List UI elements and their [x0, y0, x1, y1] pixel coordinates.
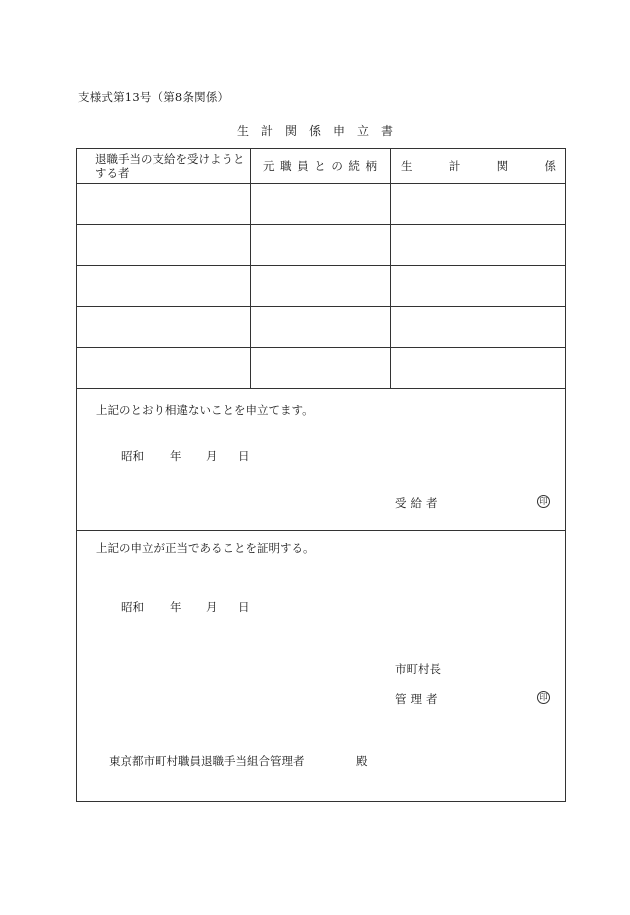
header-char: 員 — [297, 159, 309, 173]
header-char: 元 — [263, 159, 275, 173]
date-day: 日 — [238, 449, 250, 463]
header-char: の — [331, 159, 343, 173]
certification-statement: 上記の申立が正当であることを証明する。 — [96, 541, 315, 555]
recipient-label: 受給者 — [395, 496, 442, 510]
declaration-statement: 上記のとおり相違ないことを申立てます。 — [96, 403, 314, 417]
header-livelihood — [401, 159, 556, 173]
row-divider — [77, 224, 565, 225]
header-char: 続 — [348, 159, 360, 173]
header-relationship — [263, 159, 377, 173]
section-divider — [77, 530, 565, 531]
column-divider — [250, 149, 251, 389]
mayor-label: 市町村長 — [395, 662, 441, 676]
header-char: 柄 — [365, 159, 377, 173]
row-divider — [77, 347, 565, 348]
form-frame — [76, 148, 566, 802]
header-char: 職 — [280, 159, 292, 173]
form-title: 生計関係申立書 — [236, 124, 405, 138]
table-bottom-divider — [77, 388, 565, 389]
date-year: 年 — [170, 600, 182, 614]
certification-date — [121, 599, 261, 613]
declaration-date — [121, 448, 261, 462]
header-char: 計 — [448, 159, 461, 173]
column-divider — [390, 149, 391, 389]
seal-icon: 印 — [537, 495, 550, 508]
header-char: 関 — [496, 159, 509, 173]
header-char: と — [314, 159, 326, 173]
seal-icon: 印 — [537, 691, 550, 704]
header-char: 生 — [401, 159, 413, 173]
date-day: 日 — [238, 600, 250, 614]
honorific: 殿 — [356, 754, 368, 768]
date-year: 年 — [170, 449, 182, 463]
row-divider — [77, 265, 565, 266]
date-month: 月 — [206, 449, 218, 463]
row-divider — [77, 306, 565, 307]
date-month: 月 — [206, 600, 218, 614]
header-divider — [77, 183, 565, 184]
date-era: 昭和 — [121, 600, 144, 614]
form-reference: 支様式第13号（第8条関係） — [78, 90, 230, 104]
date-era: 昭和 — [121, 449, 144, 463]
addressee: 東京都市町村職員退職手当組合管理者 — [109, 754, 305, 768]
header-char: 係 — [544, 159, 556, 173]
header-applicant: 退職手当の支給を受けようとする者 — [95, 152, 245, 180]
manager-label: 管理者 — [395, 692, 442, 706]
